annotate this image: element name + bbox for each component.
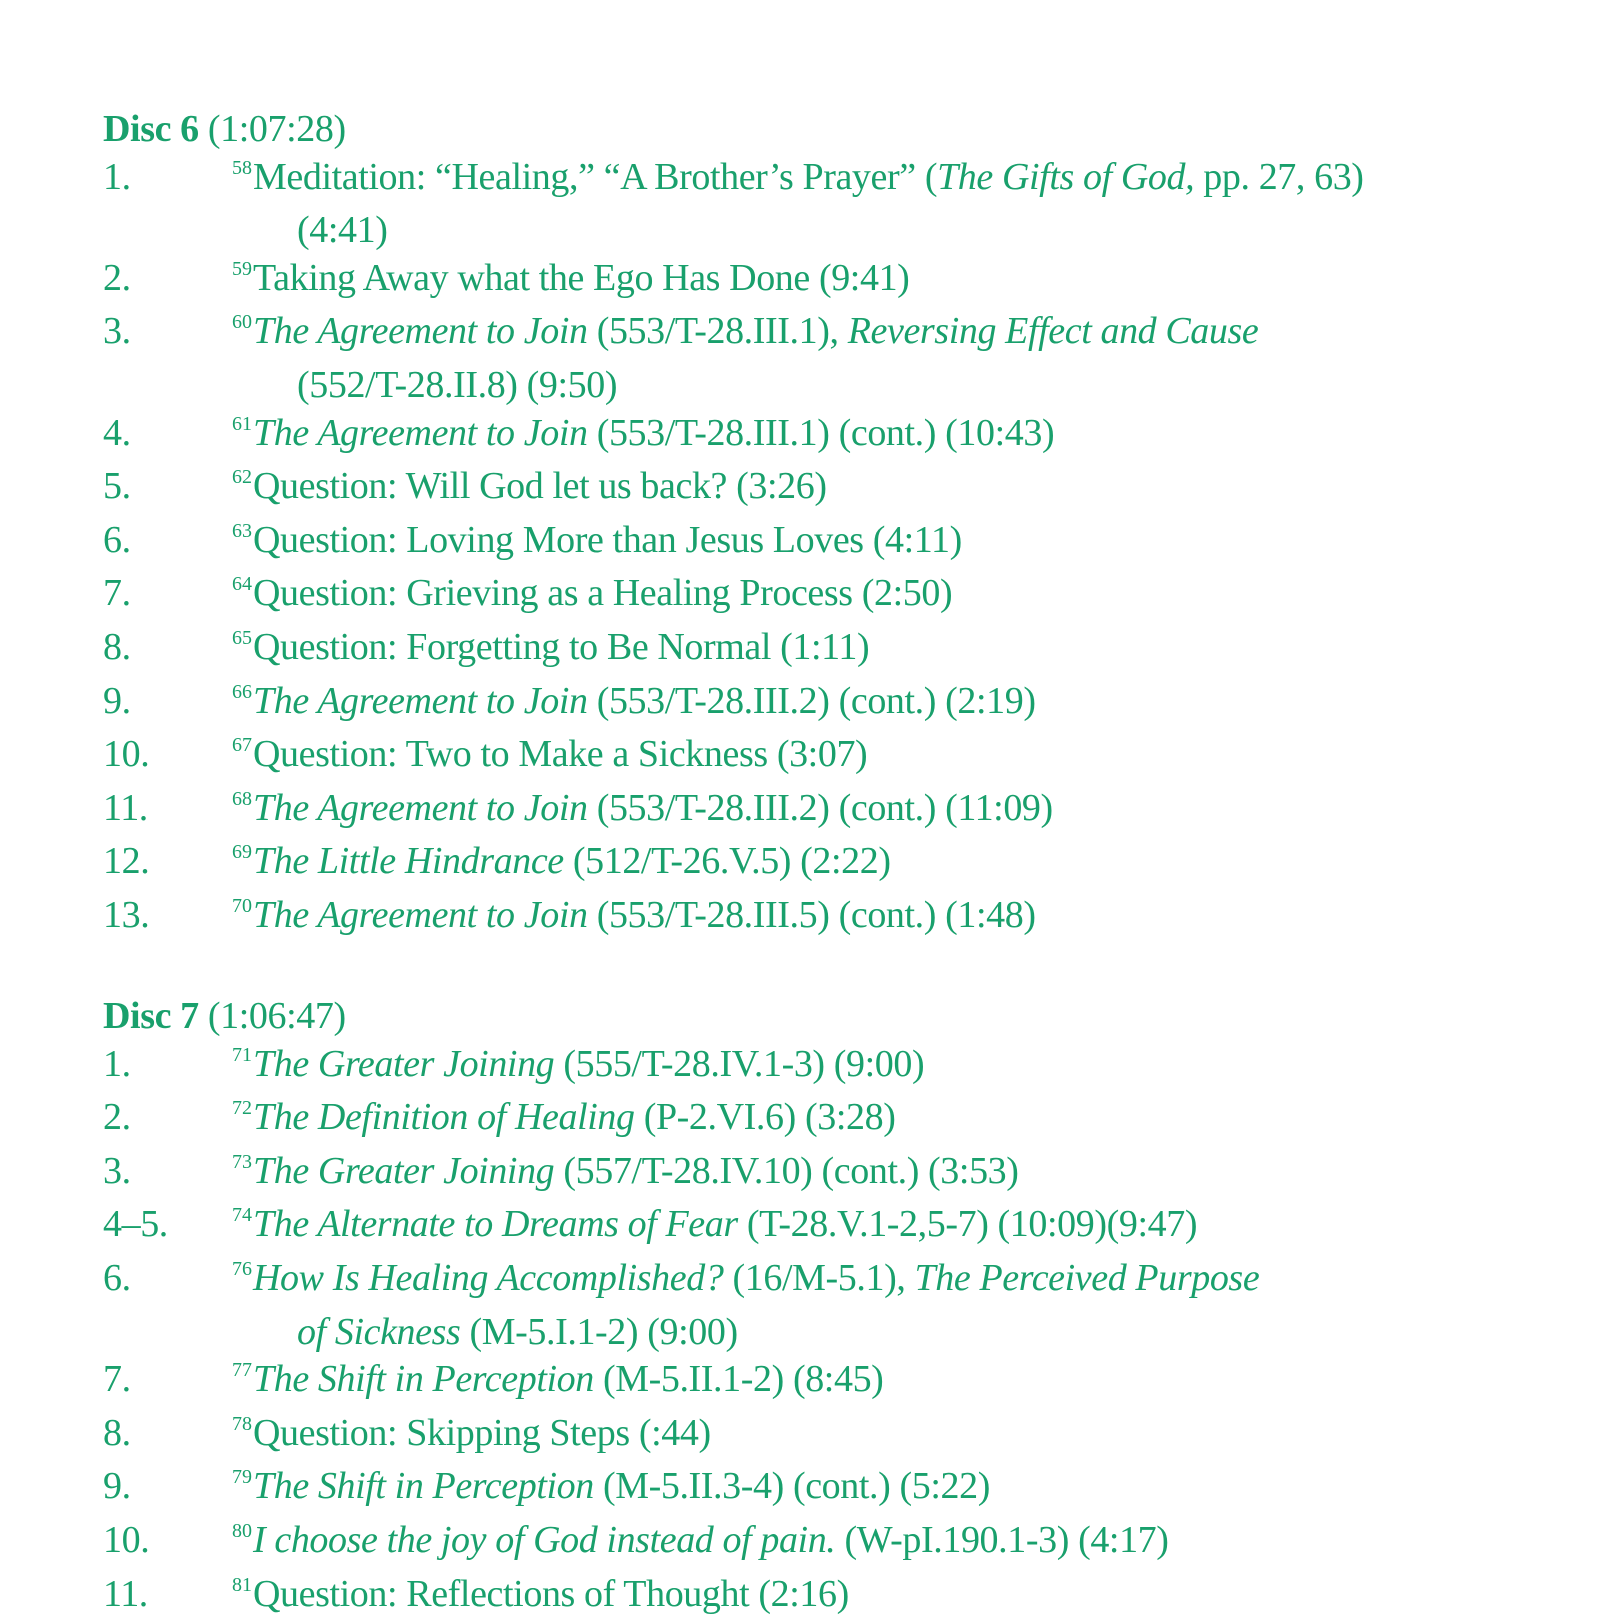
track-item: [103, 678, 1364, 732]
footnote-ref: 63: [232, 519, 252, 542]
track-text: Question: Will God let us back? (3:26): [253, 465, 827, 508]
track-text: (P-2.VI.6) (3:28): [634, 1096, 896, 1139]
track-text: (16/M-5.1),: [723, 1257, 915, 1300]
footnote-ref: 66: [232, 680, 252, 703]
track-number: 2.: [103, 1096, 131, 1139]
track-item: [103, 1410, 1364, 1464]
track-title: [232, 892, 1364, 946]
disc-section: [103, 106, 1364, 946]
work-title: The Shift in Perception: [253, 1465, 594, 1508]
footnote-ref: 76: [232, 1258, 252, 1281]
footnote-ref: 72: [232, 1097, 252, 1120]
track-title: [232, 1410, 1364, 1464]
track-title: [232, 624, 1364, 678]
track-number: 8.: [103, 1411, 131, 1454]
work-title: The Agreement to Join: [253, 786, 588, 829]
disc-title: [103, 993, 1364, 1041]
footnote-ref: 59: [232, 257, 252, 280]
work-title: The Agreement to Join: [253, 679, 588, 722]
track-item: [103, 463, 1364, 517]
footnote-ref: 68: [232, 787, 252, 810]
track-text: Question: Loving More than Jesus Loves (4:11): [253, 518, 962, 561]
work-title: The Shift in Perception: [253, 1358, 594, 1401]
disc-label: Disc 7: [103, 995, 199, 1038]
track-number: 9.: [103, 1465, 131, 1508]
track-title-continued: [297, 207, 1364, 255]
work-title: The Perceived Purpose: [914, 1257, 1260, 1300]
disc-duration: (1:07:28): [207, 108, 346, 150]
track-text: (M-5.II.3-4) (cont.) (5:22): [593, 1465, 990, 1508]
track-item: [103, 785, 1364, 839]
track-item: [103, 308, 1364, 409]
track-title: [232, 255, 1364, 309]
track-item: [103, 255, 1364, 309]
track-text: Taking Away what the Ego Has Done (9:41): [253, 256, 910, 299]
track-text: (553/T-28.III.2) (cont.) (2:19): [587, 679, 1036, 722]
track-title: [232, 785, 1364, 839]
footnote-ref: 79: [232, 1466, 252, 1489]
track-number: 8.: [103, 625, 131, 668]
footnote-ref: 64: [232, 573, 252, 596]
footnote-ref: 62: [232, 466, 252, 489]
track-text: pp. 27, 63): [1194, 155, 1364, 198]
work-title: Reversing Effect and Cause: [847, 310, 1259, 353]
work-title: The Greater Joining: [253, 1042, 555, 1085]
footnote-ref: 77: [232, 1359, 252, 1382]
track-number: 1.: [103, 1042, 131, 1085]
footnote-ref: 67: [232, 734, 252, 757]
track-number: 7.: [103, 572, 131, 615]
footnote-ref: 78: [232, 1412, 252, 1435]
footnote-ref: 81: [232, 1573, 252, 1596]
track-text: Question: Grieving as a Healing Process (2:50): [253, 572, 953, 615]
track-text: (557/T-28.IV.10) (cont.) (3:53): [554, 1149, 1019, 1192]
track-item: [103, 1571, 1364, 1624]
track-number: 9.: [103, 679, 131, 722]
track-item: [103, 1094, 1364, 1148]
footnote-ref: 61: [232, 412, 252, 435]
track-item: [103, 154, 1364, 255]
track-title: [232, 517, 1364, 571]
disc-duration: (1:06:47): [207, 995, 346, 1038]
track-title: [232, 308, 1364, 362]
track-number: 12.: [103, 840, 150, 883]
footnote-ref: 71: [232, 1043, 252, 1066]
track-title: [232, 463, 1364, 517]
track-title: [232, 1517, 1364, 1571]
track-number: 7.: [103, 1358, 131, 1401]
track-number: 11.: [103, 786, 148, 829]
track-number: 5.: [103, 465, 131, 508]
disc-section: [103, 993, 1364, 1624]
footnote-ref: 58: [232, 156, 252, 179]
footnote-ref: 69: [232, 841, 252, 864]
track-title: [232, 570, 1364, 624]
track-item: [103, 410, 1364, 464]
track-item: [103, 624, 1364, 678]
work-title: The Little Hindrance: [253, 840, 564, 883]
track-text: (555/T-28.IV.1-3) (9:00): [554, 1042, 925, 1085]
track-listing: [103, 106, 1364, 1624]
track-text: (553/T-28.III.1) (cont.) (10:43): [587, 411, 1055, 454]
track-item: [103, 838, 1364, 892]
track-text: (553/T-28.III.5) (cont.) (1:48): [587, 893, 1036, 936]
disc-label: Disc 6: [103, 108, 199, 150]
track-item: [103, 892, 1364, 946]
track-title: [232, 678, 1364, 732]
track-text: Meditation: “Healing,” “A Brother’s Prayer” (: [253, 155, 938, 198]
track-text: (552/T-28.II.8) (9:50): [297, 363, 618, 406]
track-title-continued: [297, 362, 1364, 410]
track-title: [232, 1201, 1364, 1255]
footnote-ref: 74: [232, 1204, 252, 1227]
work-title: I choose the joy of God instead of pain.: [253, 1519, 836, 1562]
track-item: [103, 570, 1364, 624]
disc-title: [103, 106, 1364, 154]
track-item: [103, 1356, 1364, 1410]
track-item: [103, 1255, 1364, 1356]
track-number: 1.: [103, 155, 131, 198]
footnote-ref: 65: [232, 626, 252, 649]
track-number: 4.: [103, 411, 131, 454]
track-text: Question: Forgetting to Be Normal (1:11): [253, 625, 870, 668]
track-item: [103, 1517, 1364, 1571]
work-title: The Agreement to Join: [253, 310, 588, 353]
footnote-ref: 70: [232, 894, 252, 917]
work-title: The Gifts of God,: [937, 155, 1195, 198]
track-number: 4–5.: [103, 1203, 168, 1246]
track-number: 11.: [103, 1572, 148, 1615]
track-text: Question: Skipping Steps (:44): [253, 1411, 711, 1454]
track-number: 3.: [103, 310, 131, 353]
footnote-ref: 80: [232, 1520, 252, 1543]
track-item: [103, 517, 1364, 571]
track-item: [103, 1148, 1364, 1202]
track-title: [232, 838, 1364, 892]
track-title: [232, 1571, 1364, 1624]
track-text: (4:41): [297, 209, 388, 252]
work-title: The Greater Joining: [253, 1149, 555, 1192]
track-title: [232, 410, 1364, 464]
track-text: Question: Reflections of Thought (2:16): [253, 1572, 849, 1615]
track-text: (512/T-26.V.5) (2:22): [563, 840, 891, 883]
track-text: (W-pI.190.1-3) (4:17): [835, 1519, 1169, 1562]
track-number: 10.: [103, 733, 150, 776]
track-text: (T-28.V.1-2,5-7) (10:09)(9:47): [737, 1203, 1198, 1246]
track-title: [232, 1463, 1364, 1517]
work-title: The Definition of Healing: [253, 1096, 635, 1139]
track-number: 6.: [103, 1257, 131, 1300]
work-title: of Sickness: [297, 1310, 461, 1353]
track-number: 10.: [103, 1519, 150, 1562]
track-number: 13.: [103, 893, 150, 936]
track-title: [232, 1094, 1364, 1148]
track-number: 6.: [103, 518, 131, 561]
work-title: How Is Healing Accomplished?: [253, 1257, 724, 1300]
track-number: 2.: [103, 256, 131, 299]
track-title: [232, 1255, 1364, 1309]
track-text: (553/T-28.III.1),: [587, 310, 848, 353]
track-text: (M-5.I.1-2) (9:00): [460, 1310, 738, 1353]
track-item: [103, 1463, 1364, 1517]
track-title: [232, 731, 1364, 785]
footnote-ref: 73: [232, 1150, 252, 1173]
track-title: [232, 154, 1364, 208]
footnote-ref: 60: [232, 311, 252, 334]
track-title: [232, 1356, 1364, 1410]
track-title-continued: [297, 1309, 1364, 1357]
track-title: [232, 1041, 1364, 1095]
track-item: [103, 1201, 1364, 1255]
track-title: [232, 1148, 1364, 1202]
track-item: [103, 731, 1364, 785]
work-title: The Alternate to Dreams of Fear: [253, 1203, 738, 1246]
work-title: The Agreement to Join: [253, 411, 588, 454]
track-number: 3.: [103, 1149, 131, 1192]
work-title: The Agreement to Join: [253, 893, 588, 936]
track-text: (553/T-28.III.2) (cont.) (11:09): [587, 786, 1053, 829]
track-text: Question: Two to Make a Sickness (3:07): [253, 733, 868, 776]
track-item: [103, 1041, 1364, 1095]
track-text: (M-5.II.1-2) (8:45): [593, 1358, 884, 1401]
